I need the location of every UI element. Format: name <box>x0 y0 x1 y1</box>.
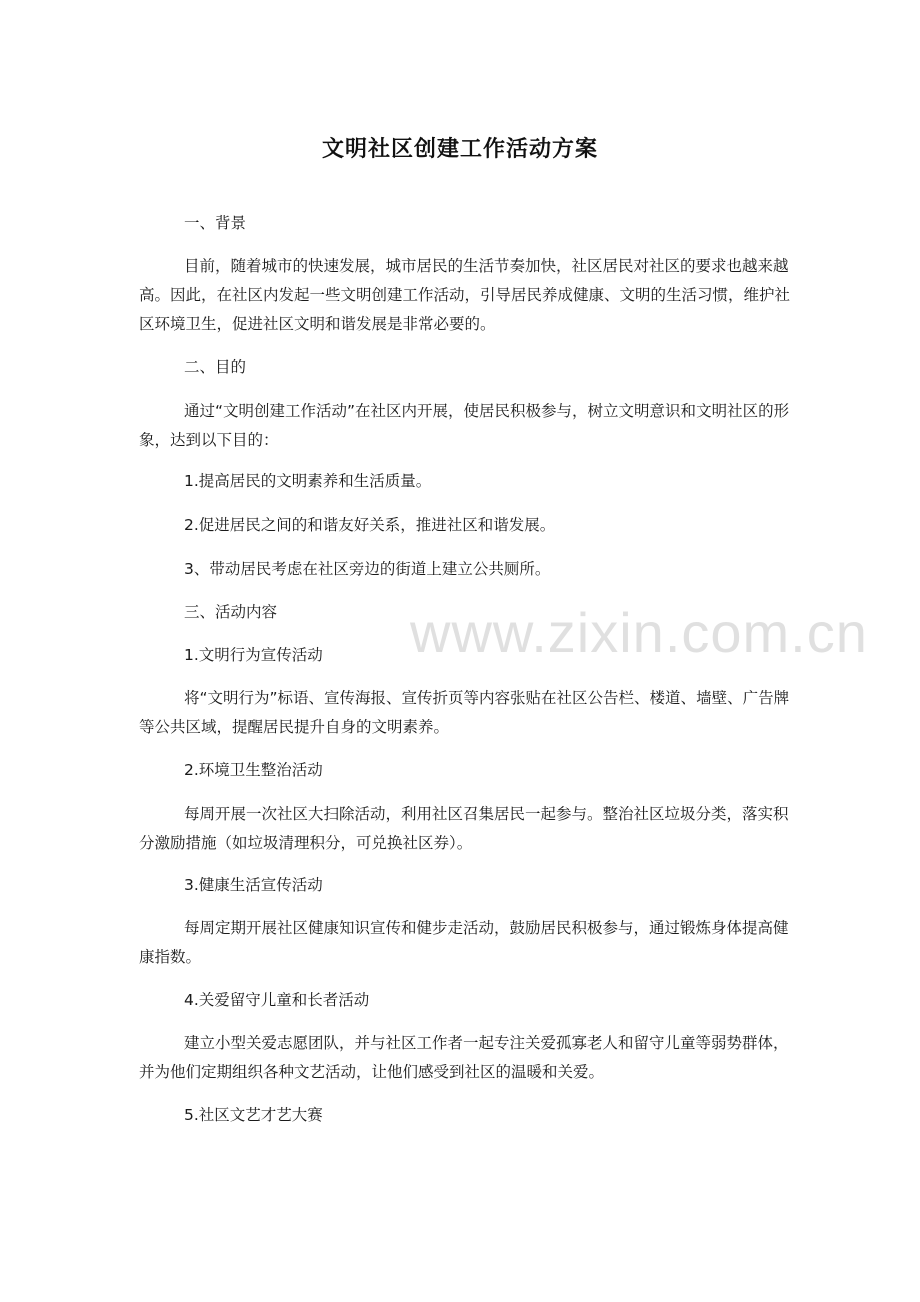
paragraph-background: 目前，随着城市的快速发展，城市居民的生活节奏加快，社区居民对社区的要求也越来越高。因此，在社区内发起一些文明创建工作活动，引导居民养成健康、文明的生活习惯，维护社区环境卫生，促进社区文明和谐发展是非常必要的。 <box>139 257 791 333</box>
activity-heading-5: 5.社区文艺才艺大赛 <box>184 1106 323 1124</box>
activity-heading-3: 3.健康生活宣传活动 <box>184 876 323 894</box>
section-heading-purpose: 二、目的 <box>184 358 247 376</box>
purpose-item-2: 2.促进居民之间的和谐友好关系，推进社区和谐发展。 <box>184 516 556 534</box>
document-title: 文明社区创建工作活动方案 <box>321 137 598 162</box>
paragraph-purpose: 通过“文明创建工作活动”在社区内开展，使居民积极参与，树立文明意识和文明社区的形象，达到以下目的： <box>139 402 790 449</box>
activity-heading-1: 1.文明行为宣传活动 <box>184 646 323 664</box>
activity-heading-2: 2.环境卫生整治活动 <box>184 761 323 779</box>
watermark-text: www.zixin.com.cn <box>410 601 868 664</box>
activity-paragraph-3: 每周定期开展社区健康知识宣传和健步走活动，鼓励居民积极参与，通过锻炼身体提高健康指数。 <box>139 919 789 966</box>
activity-heading-4: 4.关爱留守儿童和长者活动 <box>184 991 370 1009</box>
activity-paragraph-4: 建立小型关爱志愿团队，并与社区工作者一起专注关爱孤寡老人和留守儿童等弱势群体，并为他们定期组织各种文艺活动，让他们感受到社区的温暖和关爱。 <box>139 1034 789 1081</box>
section-heading-activities: 三、活动内容 <box>184 603 278 621</box>
purpose-item-1: 1.提高居民的文明素养和生活质量。 <box>184 472 432 490</box>
section-heading-background: 一、背景 <box>184 214 247 232</box>
activity-paragraph-2: 每周开展一次社区大扫除活动，利用社区召集居民一起参与。整治社区垃圾分类，落实积分激励措施（如垃圾清理积分，可兑换社区券）。 <box>139 805 789 852</box>
activity-paragraph-1: 将“文明行为”标语、宣传海报、宣传折页等内容张贴在社区公告栏、楼道、墙壁、广告牌等公共区域，提醒居民提升自身的文明素养。 <box>139 689 790 736</box>
purpose-item-3: 3、带动居民考虑在社区旁边的街道上建立公共厕所。 <box>184 560 551 578</box>
